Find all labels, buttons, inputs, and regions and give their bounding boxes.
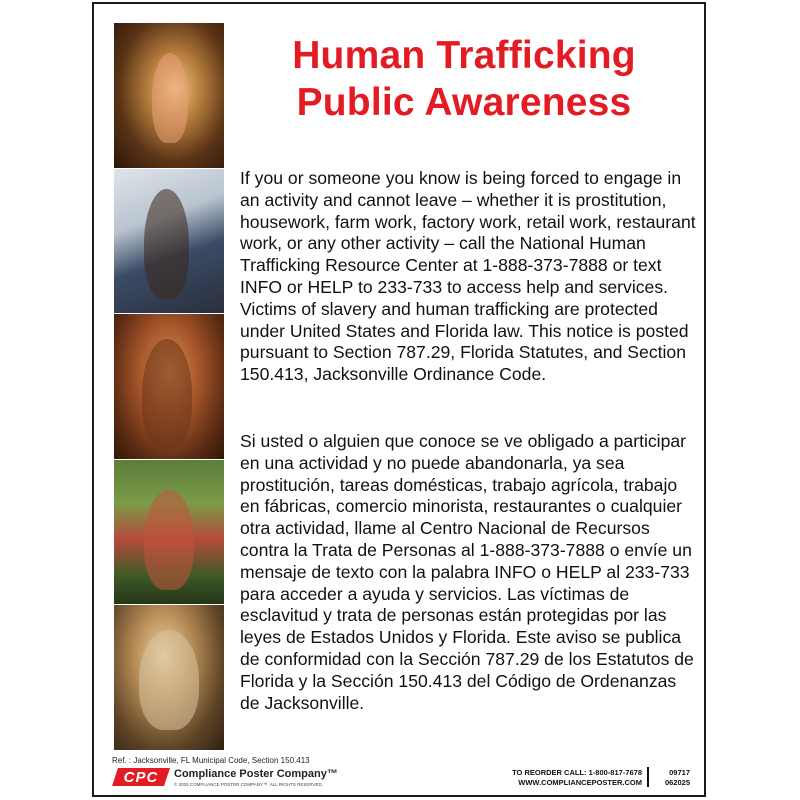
- photo-girl-hugging-knees: [114, 314, 224, 460]
- photo-strip: [114, 23, 224, 750]
- company-name: Compliance Poster Company™: [174, 768, 338, 780]
- photo-man-at-sewing-table: [114, 605, 224, 750]
- photo-boy-in-field: [114, 460, 224, 606]
- poster: [92, 2, 706, 797]
- photo-woman-with-folded-towels: [114, 169, 224, 315]
- title-line-1: Human Trafficking: [292, 34, 636, 77]
- footer-divider: [647, 767, 649, 787]
- cpc-logo: [112, 768, 170, 786]
- poster-codes: [665, 768, 690, 788]
- poster-title: [244, 32, 684, 126]
- reorder-info: [512, 768, 642, 788]
- legal-reference: Ref. : Jacksonville, FL Municipal Code, Section 150.413: [112, 756, 310, 765]
- spanish-notice: Si usted o alguien que conoce se ve obligado a participar en una actividad y no puede abandonarla, ya sea prostitución, tareas domésticas, trabajo agrícola, trabajo en fábricas, comercio minorista, restaurantes o cualquier otra actividad, llame al Centro Nacional de Recursos contra la Trata de Personas al 1-888-373-7888 o envíe un mensaje de texto con la palabra INFO o HELP al 233-733 para acceder a ayuda y servicios. Las víctimas de esclavitud y trata de personas están protegidas por las leyes de Estados Unidos y Florida. Este aviso se publica de conformidad con la Sección 787.29 de los Estatutos de Florida y la Sección 150.413 del Código de Ordenanzas de Jacksonville.: [240, 431, 694, 713]
- reorder-phone: TO REORDER CALL: 1-800-817-7678: [512, 768, 642, 777]
- website-link[interactable]: WWW.COMPLIANCEPOSTER.COM: [518, 778, 642, 787]
- logo-text: CPC: [123, 768, 159, 786]
- date-code: 062025: [664, 778, 690, 787]
- item-number: 09717: [669, 768, 690, 777]
- photo-woman-sitting-on-bed: [114, 23, 224, 169]
- copyright-notice: © 2025 COMPLIANCE POSTER COMPANY™. ALL RIGHTS RESERVED.: [174, 782, 324, 787]
- english-notice: If you or someone you know is being forced to engage in an activity and cannot leave – whether it is prostitution, housework, farm work, factory work, retail work, restaurant work, or any other activity – call the National Human Trafficking Resource Center at 1-888-373-7888 or text INFO or HELP to 233-733 to access help and services. Victims of slavery and human trafficking are protected under United States and Florida law. This notice is posted pursuant to Section 787.29, Florida Statutes, and Section 150.413, Jacksonville Ordinance Code.: [240, 168, 696, 385]
- title-line-2: Public Awareness: [296, 81, 632, 124]
